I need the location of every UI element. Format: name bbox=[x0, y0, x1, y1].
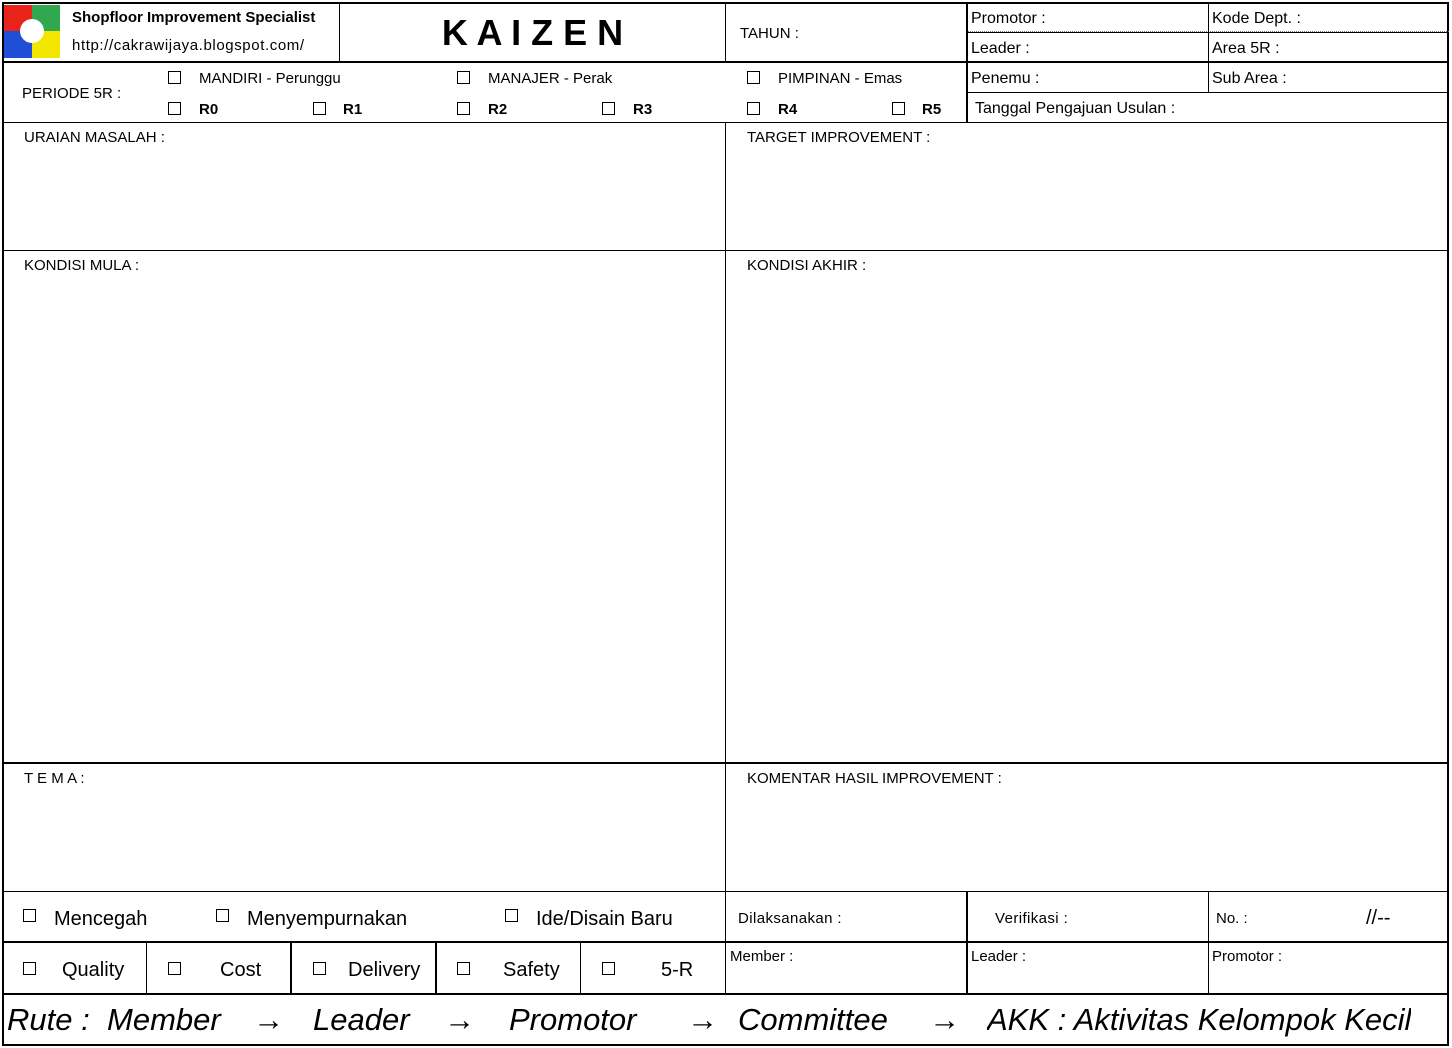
route-arrow-3: → bbox=[687, 1002, 718, 1037]
no-label: No. : bbox=[1216, 910, 1248, 927]
promotor-sign-label[interactable]: Promotor : bbox=[1212, 948, 1283, 965]
checkbox-cost[interactable] bbox=[168, 962, 181, 975]
route-leader: Leader bbox=[313, 1002, 410, 1037]
komentar-label: KOMENTAR HASIL IMPROVEMENT : bbox=[747, 770, 1002, 787]
level-manajer-label: MANAJER - Perak bbox=[488, 70, 613, 87]
uraian-masalah-area[interactable] bbox=[4, 150, 724, 248]
tanggal-pengajuan-label[interactable]: Tanggal Pengajuan Usulan : bbox=[975, 100, 1176, 117]
checkbox-r1[interactable] bbox=[313, 102, 326, 115]
promotor-field-label[interactable]: Promotor : bbox=[971, 10, 1046, 27]
r4-label: R4 bbox=[778, 101, 798, 118]
r1-label: R1 bbox=[343, 101, 363, 118]
route-promotor: Promotor bbox=[509, 1002, 637, 1037]
verifikasi-label: Verifikasi : bbox=[995, 910, 1069, 927]
category-safety-label: Safety bbox=[503, 959, 560, 981]
type-mencegah-label: Mencegah bbox=[54, 908, 148, 930]
category-quality-label: Quality bbox=[62, 959, 125, 981]
route-arrow-1: → bbox=[253, 1002, 284, 1037]
level-mandiri-label: MANDIRI - Perunggu bbox=[199, 70, 341, 87]
r0-label: R0 bbox=[199, 101, 219, 118]
kondisi-akhir-label: KONDISI AKHIR : bbox=[747, 257, 867, 274]
checkbox-mencegah[interactable] bbox=[23, 909, 36, 922]
leader-sign-label[interactable]: Leader : bbox=[971, 948, 1027, 965]
kode-dept-label[interactable]: Kode Dept. : bbox=[1212, 10, 1301, 27]
penemu-label[interactable]: Penemu : bbox=[971, 70, 1040, 87]
kondisi-akhir-area[interactable] bbox=[727, 278, 1446, 760]
checkbox-mandiri[interactable] bbox=[168, 71, 181, 84]
logo-url: http://cakrawijaya.blogspot.com/ bbox=[72, 37, 305, 54]
target-improvement-label: TARGET IMPROVEMENT : bbox=[747, 129, 931, 146]
route-arrow-2: → bbox=[444, 1002, 475, 1037]
type-menyempurnakan-label: Menyempurnakan bbox=[247, 908, 408, 930]
checkbox-quality[interactable] bbox=[23, 962, 36, 975]
category-cost-label: Cost bbox=[220, 959, 262, 981]
kondisi-mula-area[interactable] bbox=[4, 278, 724, 760]
checkbox-r4[interactable] bbox=[747, 102, 760, 115]
r5-label: R5 bbox=[922, 101, 942, 118]
area-5r-label[interactable]: Area 5R : bbox=[1212, 40, 1280, 57]
checkbox-r0[interactable] bbox=[168, 102, 181, 115]
dilaksanakan-label: Dilaksanakan : bbox=[738, 910, 842, 927]
r2-label: R2 bbox=[488, 101, 508, 118]
route-member: Member bbox=[107, 1002, 221, 1037]
category-delivery-label: Delivery bbox=[348, 959, 421, 981]
tahun-label: TAHUN : bbox=[740, 25, 799, 42]
komentar-area[interactable] bbox=[727, 792, 1446, 889]
checkbox-5r[interactable] bbox=[602, 962, 615, 975]
level-pimpinan-label: PIMPINAN - Emas bbox=[778, 70, 903, 87]
sub-area-label[interactable]: Sub Area : bbox=[1212, 70, 1287, 87]
category-5r-label: 5-R bbox=[661, 959, 694, 981]
r3-label: R3 bbox=[633, 101, 653, 118]
checkbox-r3[interactable] bbox=[602, 102, 615, 115]
tema-area[interactable] bbox=[4, 792, 724, 889]
target-improvement-area[interactable] bbox=[727, 150, 1446, 248]
uraian-masalah-label: URAIAN MASALAH : bbox=[24, 129, 165, 146]
tema-label: T E M A : bbox=[24, 770, 85, 787]
route-committee: Committee bbox=[738, 1002, 888, 1037]
member-sign-label[interactable]: Member : bbox=[730, 948, 794, 965]
checkbox-safety[interactable] bbox=[457, 962, 470, 975]
type-ide-disain-baru-label: Ide/Disain Baru bbox=[536, 908, 673, 930]
company-logo bbox=[4, 5, 60, 58]
checkbox-delivery[interactable] bbox=[313, 962, 326, 975]
periode-5r-label: PERIODE 5R : bbox=[22, 85, 122, 102]
leader-field-label[interactable]: Leader : bbox=[971, 40, 1030, 57]
checkbox-r5[interactable] bbox=[892, 102, 905, 115]
route-label: Rute : bbox=[7, 1002, 90, 1037]
checkbox-ide-disain-baru[interactable] bbox=[505, 909, 518, 922]
kondisi-mula-label: KONDISI MULA : bbox=[24, 257, 140, 274]
checkbox-pimpinan[interactable] bbox=[747, 71, 760, 84]
form-title: K A I Z E N bbox=[441, 12, 624, 53]
checkbox-manajer[interactable] bbox=[457, 71, 470, 84]
logo-company-name: Shopfloor Improvement Specialist bbox=[72, 9, 316, 26]
no-value[interactable]: //-- bbox=[1366, 907, 1391, 929]
route-arrow-4: → bbox=[929, 1002, 960, 1037]
checkbox-r2[interactable] bbox=[457, 102, 470, 115]
route-akk: AKK : Aktivitas Kelompok Kecil bbox=[987, 1003, 1412, 1037]
checkbox-menyempurnakan[interactable] bbox=[216, 909, 229, 922]
